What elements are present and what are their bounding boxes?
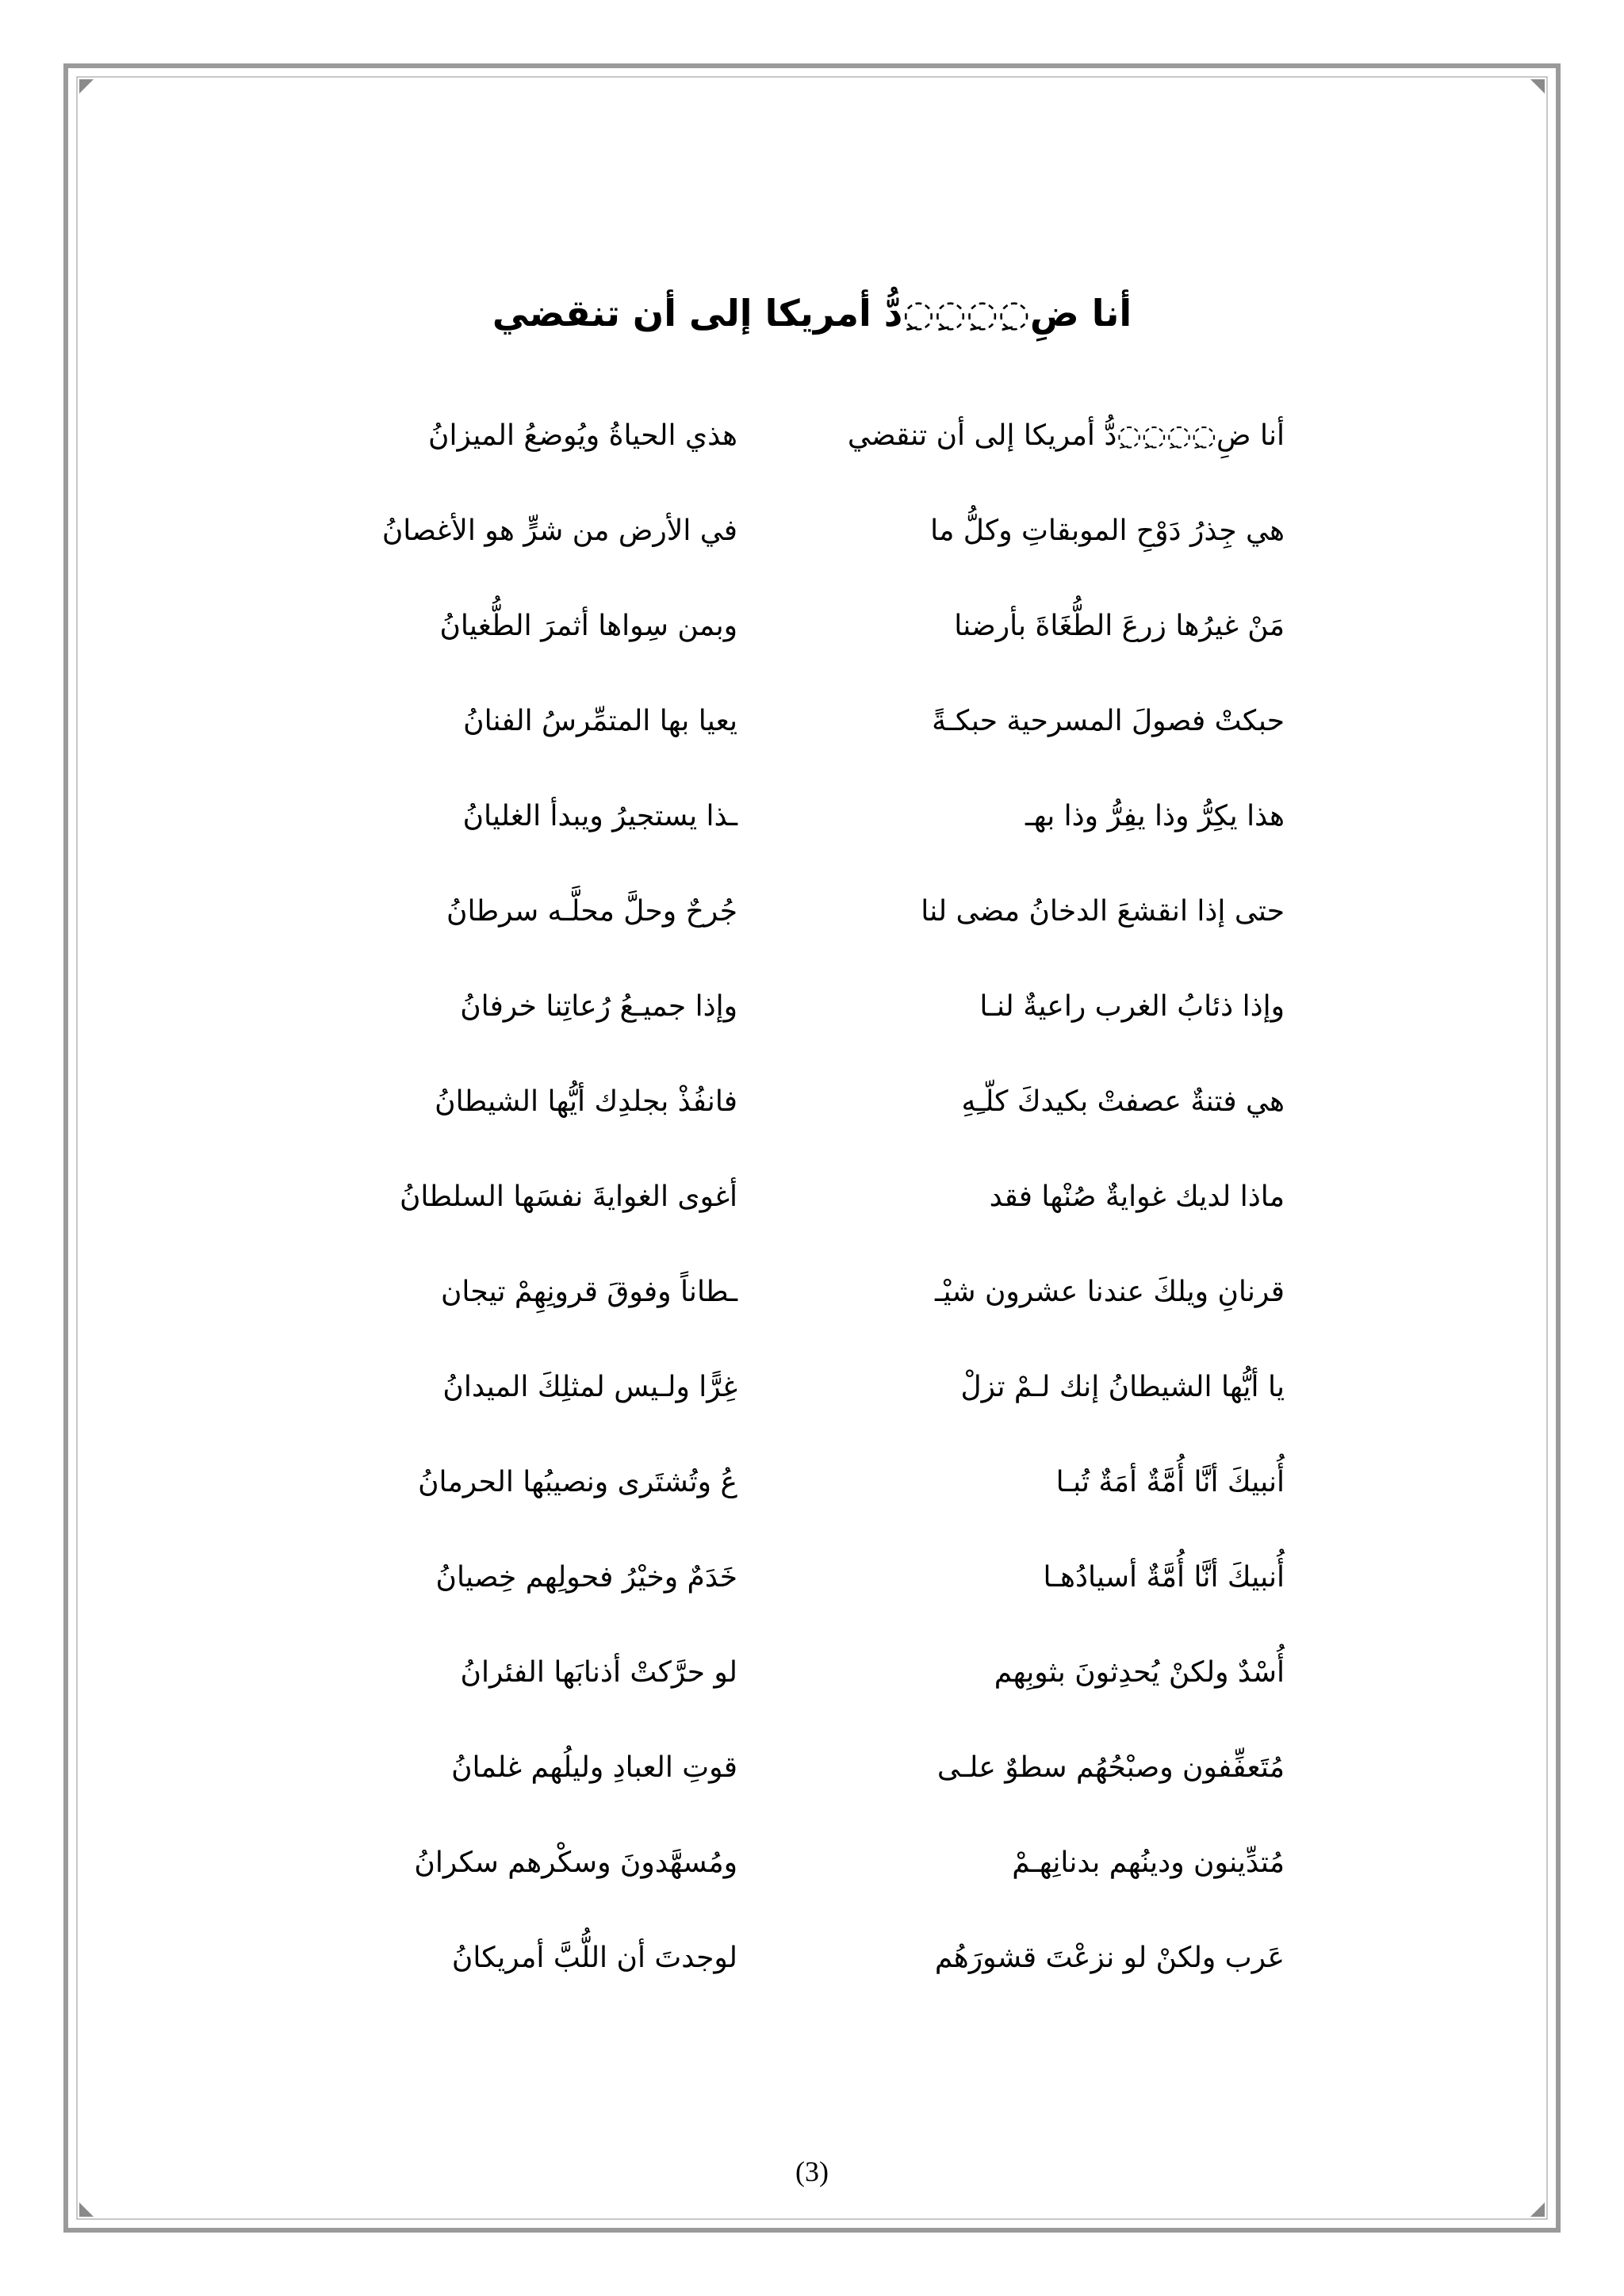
first-hemistich: حتى إذا انقشعَ الدخانُ مضى لنا	[921, 895, 1285, 928]
second-hemistich: خَدَمٌ وخيْرُ فحولِهم خِصيانُ	[435, 1561, 737, 1594]
corner-ornament	[1530, 2202, 1545, 2217]
first-hemistich: أنا ضِ◌ِ◌ِ◌ِ◌ِدُّ أمريكا إلى أن تنقضي	[847, 419, 1285, 452]
verse-row	[333, 1934, 1285, 2030]
corner-ornament	[1530, 79, 1545, 94]
first-hemistich: ماذا لديك غوايةٌ صُنْها فقد	[989, 1181, 1285, 1213]
first-hemistich: هي فتنةٌ عصفتْ بكيدكَ كلّـِهِ	[961, 1085, 1285, 1118]
second-hemistich: وإذا جميـعُ رُعاتِنا خرفانُ	[460, 990, 737, 1023]
first-hemistich: حبكتْ فصولَ المسرحية حبكـةً	[932, 705, 1285, 737]
second-hemistich: أغوى الغوايةَ نفسَها السلطانُ	[399, 1181, 737, 1213]
first-hemistich: مُتَعفِّفون وصبْحُهُم سطوٌ علـى	[936, 1751, 1285, 1784]
second-hemistich: ـطاناً وفوقَ قرونِهِمْ تيجان	[440, 1276, 737, 1308]
second-hemistich: فانفُذْ بجلدِك أيُّها الشيطانُ	[435, 1085, 737, 1118]
first-hemistich: هذا يكِرُّ وذا يفِرُّ وذا بهـ	[1025, 800, 1285, 832]
first-hemistich: أُسْدٌ ولكنْ يُحدِثونَ بثوبِهم	[994, 1656, 1285, 1689]
first-hemistich: وإذا ذئابُ الغرب راعيةٌ لنـا	[979, 990, 1285, 1023]
second-hemistich: ومُسهَّدونَ وسكْرهم سكرانُ	[414, 1846, 737, 1879]
first-hemistich: يا أيُّها الشيطانُ إنك لـمْ تزلْ	[960, 1371, 1285, 1403]
first-hemistich: أُنبيكَ أنَّا أُمَّةٌ أمَةٌ تُبـا	[1055, 1466, 1285, 1498]
verse-row	[333, 698, 1285, 793]
second-hemistich: هذي الحياةُ ويُوضعُ الميزانُ	[428, 419, 737, 452]
verse-row	[333, 603, 1285, 698]
first-hemistich: مُتدِّينون ودينُهم بدنانِهـمْ	[1012, 1846, 1285, 1879]
verse-row	[333, 1078, 1285, 1173]
second-hemistich: لوجدتَ أن اللُّبَّ أمريكانُ	[451, 1942, 737, 1974]
second-hemistich: لو حرَّكتْ أذنابَها الفئرانُ	[460, 1656, 737, 1689]
corner-ornament	[79, 2202, 94, 2217]
verse-row	[333, 412, 1285, 507]
verse-row	[333, 1459, 1285, 1554]
verse-row	[333, 507, 1285, 603]
first-hemistich: عَرب ولكنْ لو نزعْتَ قشورَهُم	[934, 1942, 1285, 1974]
second-hemistich: قوتِ العبادِ وليلُهم غلمانُ	[451, 1751, 737, 1784]
verse-row	[333, 1173, 1285, 1269]
first-hemistich: مَنْ غيرُها زرعَ الطُّغَاةَ بأرضنا	[954, 610, 1285, 642]
first-hemistich: هي جِذرُ دَوْحِ الموبقاتِ وكلُّ ما	[930, 515, 1285, 547]
verse-row	[333, 1839, 1285, 1934]
second-hemistich: في الأرض من شرٍّ هو الأغصانُ	[381, 515, 737, 547]
second-hemistich: وبمن سِواها أثمرَ الطُّغيانُ	[439, 610, 737, 642]
second-hemistich: ـذا يستجيرُ ويبدأ الغليانُ	[462, 800, 737, 832]
corner-ornament	[79, 79, 94, 94]
poem-title: أنا ضِ◌ِ◌ِ◌ِ◌ِدُّ أمريكا إلى أن تنقضي	[492, 292, 1132, 335]
page-number: (3)	[795, 2156, 829, 2187]
second-hemistich: عُ وتُشتَرى ونصيبُها الحرمانُ	[418, 1466, 737, 1498]
verse-row	[333, 1649, 1285, 1744]
first-hemistich: أُنبيكَ أنَّا أُمَّةٌ أسيادُهـا	[1043, 1561, 1285, 1594]
first-hemistich: قرنانِ ويلكَ عندنا عشرون شيْـ	[934, 1276, 1285, 1308]
second-hemistich: جُرحٌ وحلَّ محلَّـه سرطانُ	[446, 895, 737, 928]
verse-row	[333, 1269, 1285, 1364]
verse-row	[333, 888, 1285, 983]
verse-row	[333, 1364, 1285, 1459]
poem-body	[333, 412, 1285, 2030]
verse-row	[333, 1744, 1285, 1839]
verse-row	[333, 793, 1285, 888]
second-hemistich: يعيا بها المتمِّرسُ الفنانُ	[463, 705, 737, 737]
second-hemistich: غِرًّا ولـيس لمثلِكَ الميدانُ	[442, 1371, 737, 1403]
verse-row	[333, 1554, 1285, 1649]
verse-row	[333, 983, 1285, 1078]
